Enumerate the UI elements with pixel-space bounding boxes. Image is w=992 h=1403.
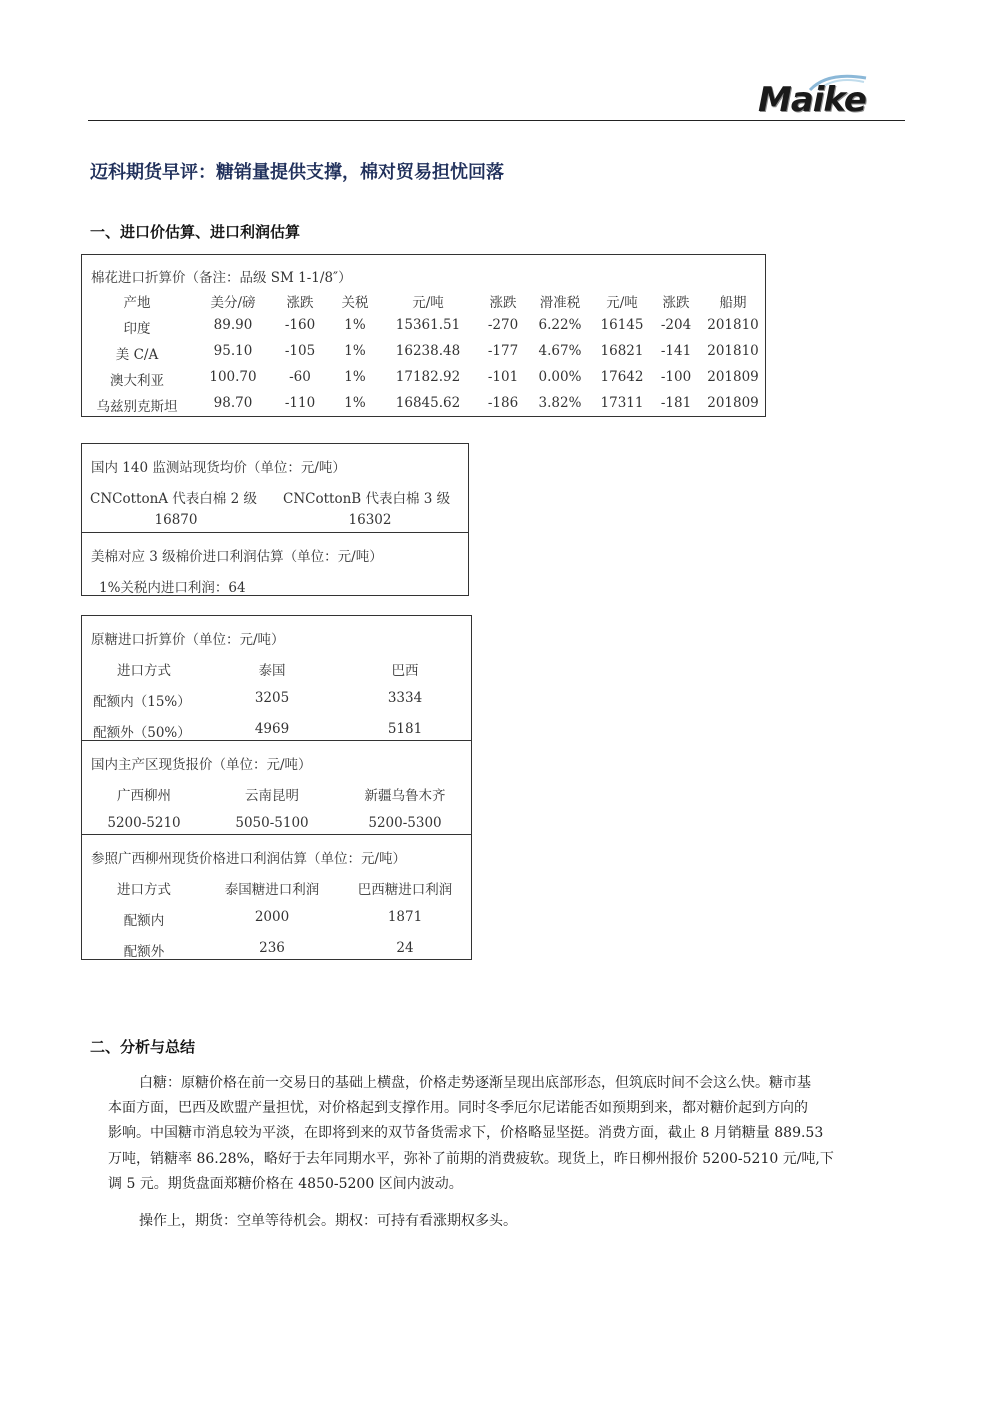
cotton-import-cell: -141 <box>660 343 692 359</box>
cotton-import-cell: 16821 <box>600 343 644 359</box>
cotton-import-cell: -204 <box>660 317 692 333</box>
sugar-profit-caption: 参照广西柳州现货价格进口利润估算（单位：元/吨） <box>91 851 407 867</box>
domestic-cotton-box <box>81 443 469 596</box>
cncotton-a-label: CNCottonA 代表白棉 2 级 <box>90 491 257 507</box>
cotton-import-header: 元/吨 <box>606 295 638 311</box>
header-rule <box>88 120 905 121</box>
cotton-import-cell: 6.22% <box>538 317 582 333</box>
cncotton-b-value: 16302 <box>348 512 392 528</box>
cotton-import-cell: -60 <box>289 369 311 385</box>
cotton-import-cell: -270 <box>487 317 519 333</box>
cotton-import-cell: -181 <box>660 395 692 411</box>
cotton-import-cell: 1% <box>344 395 366 411</box>
cotton-import-cell: 100.70 <box>209 369 257 385</box>
cotton-import-cell: -110 <box>284 395 316 411</box>
sugar-import-header: 巴西 <box>391 663 419 679</box>
sugar-spot-header: 云南昆明 <box>245 788 299 804</box>
cotton-import-header: 元/吨 <box>412 295 444 311</box>
sugar-profit-cell: 24 <box>396 940 414 956</box>
cotton-import-cell: -101 <box>487 369 519 385</box>
page-title: 迈科期货早评：糖销量提供支撑，棉对贸易担忧回落 <box>90 162 504 183</box>
sugar-spot-caption: 国内主产区现货报价（单位：元/吨） <box>91 757 312 773</box>
operation-advice: 操作上，期货：空单等待机会。期权：可持有看涨期权多头。 <box>139 1213 517 1229</box>
cotton-import-cell: 0.00% <box>538 369 582 385</box>
cotton-import-cell: 15361.51 <box>395 317 461 333</box>
cotton-import-header: 涨跌 <box>489 295 517 311</box>
sugar-import-cell: 配额外（50%） <box>93 725 191 741</box>
analysis-line: 本面方面，巴西及欧盟产量担忧，对价格起到支撑作用。同时冬季厄尔尼诺能否如预期到来，都对糖价起到方向的 <box>108 1100 808 1116</box>
section-1-heading: 一、进口价估算、进口利润估算 <box>90 223 301 241</box>
cotton-import-header: 关税 <box>341 295 369 311</box>
cotton-import-header: 滑准税 <box>539 295 581 311</box>
logo-text: Maike <box>758 80 866 120</box>
cotton-import-cell: 16145 <box>600 317 644 333</box>
cotton-profit-caption: 美棉对应 3 级棉价进口利润估算（单位：元/吨） <box>91 549 383 565</box>
analysis-line: 万吨，销糖率 86.28%，略好于去年同期水平，弥补了前期的消费疲软。现货上，昨日柳州报价 5200-5210 元/吨,下 <box>108 1151 834 1167</box>
section-2-heading: 二、分析与总结 <box>90 1038 196 1056</box>
sugar-profit-header: 巴西糖进口利润 <box>357 882 453 898</box>
company-logo <box>752 74 892 120</box>
cotton-import-cell: 89.90 <box>213 317 253 333</box>
cotton-import-cell: 201809 <box>707 395 759 411</box>
cotton-import-cell: -186 <box>487 395 519 411</box>
sugar-profit-cell: 236 <box>259 940 285 956</box>
sugar-profit-header: 泰国糖进口利润 <box>224 882 320 898</box>
sugar-import-cell: 3334 <box>387 690 423 706</box>
cotton-import-header: 美分/磅 <box>210 295 256 311</box>
cotton-import-cell: 4.67% <box>538 343 582 359</box>
cotton-import-cell: -160 <box>284 317 316 333</box>
cotton-import-table <box>81 254 766 417</box>
cotton-import-caption: 棉花进口折算价（备注：品级 SM 1-1/8″） <box>91 270 352 286</box>
cotton-import-cell: 1% <box>344 343 366 359</box>
divider <box>82 834 471 835</box>
cotton-import-cell: 1% <box>344 317 366 333</box>
cotton-import-cell: -177 <box>487 343 519 359</box>
cotton-import-cell: 17182.92 <box>395 369 461 385</box>
cncotton-a-value: 16870 <box>154 512 198 528</box>
sugar-import-cell: 5181 <box>387 721 423 737</box>
sugar-spot-header: 广西柳州 <box>117 788 171 804</box>
analysis-line: 影响。中国糖市消息较为平淡，在即将到来的双节备货需求下，价格略显坚挺。消费方面，截止 8 月销糖量 889.53 <box>108 1125 824 1141</box>
cotton-import-cell: 16238.48 <box>395 343 461 359</box>
cotton-import-cell: -105 <box>284 343 316 359</box>
cotton-import-cell: 201809 <box>707 369 759 385</box>
sugar-spot-value: 5200-5210 <box>107 815 181 831</box>
cotton-import-cell: 201810 <box>707 343 759 359</box>
cotton-import-cell: 1% <box>344 369 366 385</box>
cotton-import-cell: -100 <box>660 369 692 385</box>
cotton-import-cell: 201810 <box>707 317 759 333</box>
cotton-import-header: 产地 <box>123 295 151 311</box>
sugar-import-cell: 3205 <box>254 690 290 706</box>
cotton-import-cell: 17311 <box>600 395 644 411</box>
sugar-profit-cell: 配额内 <box>123 913 165 929</box>
sugar-spot-header: 新疆乌鲁木齐 <box>364 788 446 804</box>
cotton-import-header: 船期 <box>719 295 747 311</box>
divider <box>82 532 468 533</box>
sugar-import-cell: 配额内（15%） <box>93 694 191 710</box>
sugar-profit-header: 进口方式 <box>117 882 171 898</box>
cotton-import-cell: 3.82% <box>538 395 582 411</box>
sugar-profit-cell: 1871 <box>387 909 423 925</box>
sugar-import-cell: 4969 <box>254 721 290 737</box>
cotton-import-header: 涨跌 <box>662 295 690 311</box>
sugar-import-caption: 原糖进口折算价（单位：元/吨） <box>91 632 285 648</box>
cncotton-b-label: CNCottonB 代表白棉 3 级 <box>283 491 451 507</box>
cotton-import-cell: 澳大利亚 <box>110 373 164 389</box>
cotton-import-cell: 95.10 <box>213 343 253 359</box>
analysis-line: 白糖：原糖价格在前一交易日的基础上横盘，价格走势逐渐呈现出底部形态，但筑底时间不会这么快。糖市基 <box>139 1075 811 1091</box>
divider <box>82 740 471 741</box>
sugar-import-header: 泰国 <box>258 663 286 679</box>
cotton-import-cell: 印度 <box>123 321 151 337</box>
domestic-cotton-caption: 国内 140 监测站现货均价（单位：元/吨） <box>91 460 346 476</box>
cotton-import-header: 涨跌 <box>286 295 314 311</box>
sugar-spot-value: 5050-5100 <box>235 815 309 831</box>
cotton-import-cell: 美 C/A <box>115 347 159 363</box>
cotton-import-cell: 乌兹别克斯坦 <box>96 399 178 415</box>
cotton-import-cell: 17642 <box>600 369 644 385</box>
sugar-box <box>81 615 472 960</box>
cotton-profit-value: 1%关税内进口利润：64 <box>99 580 246 596</box>
sugar-import-header: 进口方式 <box>117 663 171 679</box>
sugar-spot-value: 5200-5300 <box>368 815 442 831</box>
analysis-line: 调 5 元。期货盘面郑糖价格在 4850-5200 区间内波动。 <box>108 1176 463 1192</box>
sugar-profit-cell: 2000 <box>254 909 290 925</box>
cotton-import-cell: 16845.62 <box>395 395 461 411</box>
cotton-import-cell: 98.70 <box>213 395 253 411</box>
sugar-profit-cell: 配额外 <box>123 944 165 960</box>
